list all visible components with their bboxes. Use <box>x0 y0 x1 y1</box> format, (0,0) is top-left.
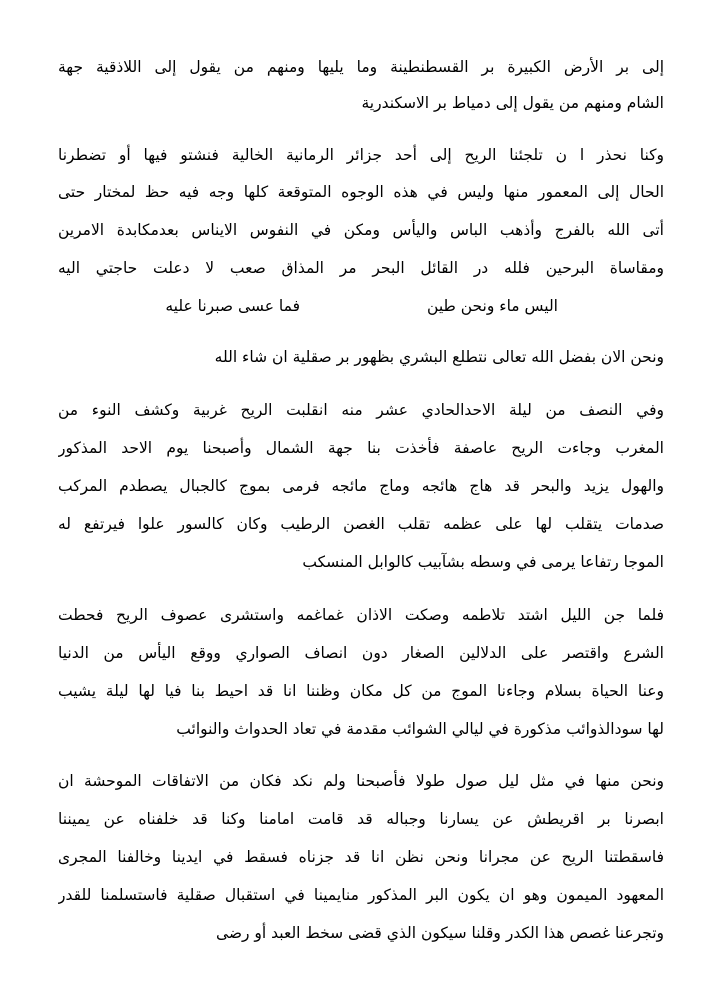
text-line: الموجا رتفاعا يرمى في وسطه بشآبيب كالوابل المنسكب <box>302 553 664 571</box>
text-line: وتجرعنا غصص هذا الكدر وقلنا سيكون الذي قضى سخط العبد أو رضى <box>215 924 664 942</box>
text-line: والهول يزيد والبحر قد هاج هائجه وماج مائجه فرمى بموج كالجبال يصطدم المركب <box>58 477 664 495</box>
text-line: وفي النصف من ليلة الاحدالحادي عشر منه انقلبت الريح غربية وكشف النوء من <box>58 401 664 419</box>
text-line: وكنا نحذر ا ن تلجئنا الريح إلى أحد جزائر الرمانية الخالية فنشتو فيها أو تضطرنا <box>58 146 664 164</box>
text-line: ومقاساة البرحين فلله در القائل البحر مر المذاق صعب لا دعلت حاجتي اليه <box>58 259 664 277</box>
text-line: المغرب وجاءت الريح عاصفة فأخذت بنا جهة الشمال وأصبحنا يوم الاحد المذكور <box>58 439 664 457</box>
text-line: صدمات يتقلب لها على عظمه تقلب الغصن الرطيب وكان كالسور علوا فيرتفع له <box>58 515 664 533</box>
text-line: وعنا الحياة بسلام وجاءنا الموج من كل مكان وظننا انا قد احيط بنا فيا لها ليلة يشيب <box>58 682 664 700</box>
verse-second-hemistich: فما عسى صبرنا عليه <box>165 297 300 315</box>
text-line: ونحن منها في مثل ليل صول طولا فأصبحنا ولم نكد فكان من الاتفاقات الموحشة ان <box>58 772 664 790</box>
text-line: المعهود الميمون وهو ان يكون البر المذكور منايمينا في استقبال صقلية فاستسلمنا للقدر <box>58 886 664 904</box>
text-line: أتى الله بالفرج وأذهب الباس واليأس ومكن في النفوس الايناس بعدمكابدة الامرين <box>58 221 664 239</box>
text-line: ونحن الان بفضل الله تعالى نتطلع البشري بظهور بر صقلية ان شاء الله <box>214 348 664 366</box>
text-line: إلى بر الأرض الكبيرة بر القسطنطينة وما يليها ومنهم من يقول إلى اللاذقية جهة <box>58 58 664 76</box>
verse-first-hemistich: اليس ماء ونحن طين <box>427 297 558 315</box>
text-line: لها سودالذوائب مذكورة في ليالي الشوائب مقدمة في تعاد الحدواث والنوائب <box>176 720 664 738</box>
text-line: الحال إلى المعمور منها وليس في هذه الوجوه المتوقعة كلها وجه فيه حظ لمختار حتى <box>58 183 664 201</box>
text-line: فاسقطتنا الريح عن مجرانا ونحن نظن انا قد جزناه فسقط في ايدينا وخالفنا المجرى <box>58 848 664 866</box>
text-line: الشرع واقتصر على الدلالين الصغار دون انصاف الصواري ووقع اليأس من الدنيا <box>58 644 664 662</box>
text-line: الشام ومنهم من يقول إلى دمياط بر الاسكندرية <box>361 94 664 112</box>
text-line: فلما جن الليل اشتد تلاطمه وصكت الاذان غماغمه واستشرى عصوف الريح فحطت <box>58 606 664 624</box>
text-line: ابصرنا بر اقريطش عن يسارنا وجباله قد قامت امامنا وكنا قد خلفناه عن يميننا <box>58 810 664 828</box>
